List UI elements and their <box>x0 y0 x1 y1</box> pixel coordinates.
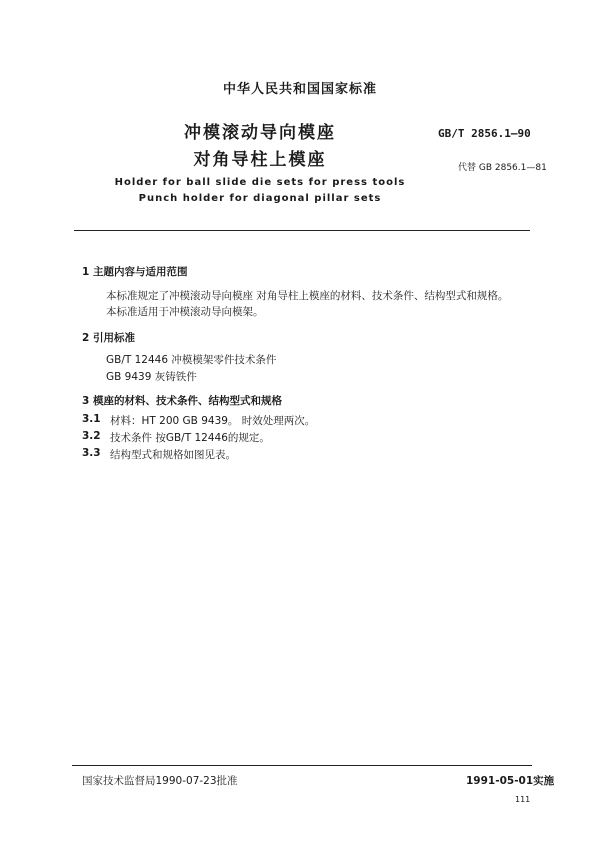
section-1-heading: 1 主题内容与适用范围 <box>82 266 188 278</box>
document-title-line-1: 冲模滚动导向模座 <box>184 123 336 143</box>
section-1-paragraph-1: 本标准规定了冲模滚动导向模座 对角导柱上模座的材料、技术条件、结构型式和规格。 <box>106 290 509 302</box>
reference-1: GB/T 12446 冲模模架零件技术条件 <box>106 354 277 366</box>
country-standard-heading: 中华人民共和国国家标准 <box>222 82 377 97</box>
approval-date: 国家技术监督局1990-07-23批准 <box>82 775 238 787</box>
item-3-3-text: 结构型式和规格如图见表。 <box>110 449 236 461</box>
footer-divider <box>72 765 532 766</box>
item-3-1-text: 材料：HT 200 GB 9439。 时效处理两次。 <box>110 415 316 427</box>
section-2-heading: 2 引用标准 <box>82 332 135 344</box>
replaces-standard: 代替 GB 2856.1—81 <box>458 163 547 173</box>
item-3-1-number: 3.1 <box>82 413 101 425</box>
english-title-line-2: Punch holder for diagonal pillar sets <box>138 193 382 204</box>
english-title-line-1: Holder for ball slide die sets for press tools <box>114 177 406 188</box>
implementation-date: 1991-05-01实施 <box>466 775 555 787</box>
item-3-2-text: 技术条件 按GB/T 12446的规定。 <box>110 432 270 444</box>
section-3-heading: 3 模座的材料、技术条件、结构型式和规格 <box>82 395 282 407</box>
document-title-line-2: 对角导柱上模座 <box>193 150 327 170</box>
item-3-2-number: 3.2 <box>82 430 101 442</box>
item-3-3-number: 3.3 <box>82 447 101 459</box>
header-divider <box>74 230 530 231</box>
section-1-paragraph-2: 本标准适用于冲模滚动导向模架。 <box>106 306 264 318</box>
standard-number: GB/T 2856.1—90 <box>438 127 531 140</box>
reference-2: GB 9439 灰铸铁件 <box>106 371 197 383</box>
page-number: 111 <box>515 795 531 804</box>
